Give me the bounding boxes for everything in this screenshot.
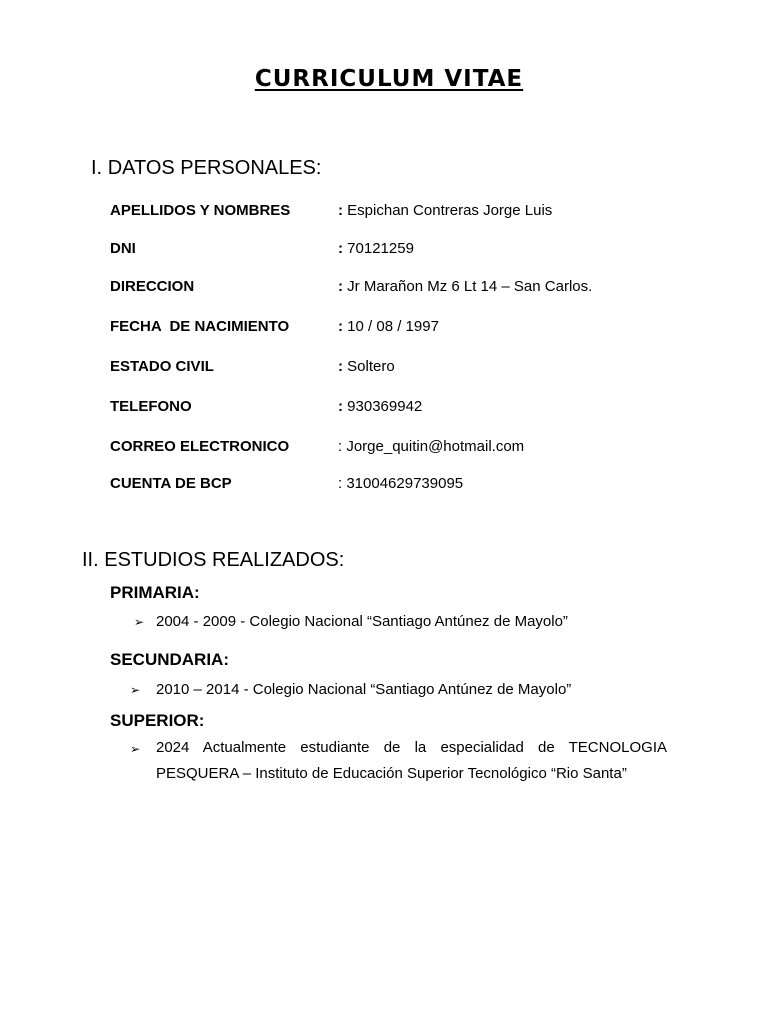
bullet-arrow-icon: ➢ bbox=[134, 615, 145, 629]
subheading-primaria: PRIMARIA: bbox=[110, 583, 200, 602]
field-value bbox=[338, 438, 524, 455]
field-colon: : bbox=[338, 438, 343, 455]
field-value bbox=[338, 398, 422, 415]
field-text: 930369942 bbox=[347, 398, 423, 415]
subheading-secundaria: SECUNDARIA: bbox=[110, 650, 229, 669]
field-text: Jr Marañon Mz 6 Lt 14 – San Carlos. bbox=[347, 278, 593, 295]
field-label: DIRECCION bbox=[110, 278, 195, 295]
field-text: Jorge_quitin@hotmail.com bbox=[346, 438, 525, 455]
section-title: ESTUDIOS REALIZADOS: bbox=[104, 549, 345, 571]
section-heading-datos-personales bbox=[91, 157, 321, 180]
field-label: DNI bbox=[110, 240, 136, 257]
field-value bbox=[338, 278, 592, 295]
section-title: DATOS PERSONALES: bbox=[107, 157, 322, 179]
field-colon: : bbox=[338, 475, 343, 492]
field-value bbox=[338, 318, 439, 335]
field-colon: : bbox=[338, 398, 343, 415]
field-label: FECHA DE NACIMIENTO bbox=[110, 318, 290, 335]
field-value bbox=[338, 240, 414, 257]
field-label: APELLIDOS Y NOMBRES bbox=[110, 202, 291, 219]
field-colon: : bbox=[338, 318, 343, 335]
field-text: 31004629739095 bbox=[346, 475, 464, 492]
field-text: Espichan Contreras Jorge Luis bbox=[347, 202, 553, 219]
field-colon: : bbox=[338, 278, 343, 295]
field-label: TELEFONO bbox=[110, 398, 192, 415]
field-text: Soltero bbox=[347, 358, 395, 375]
list-item-text: 2010 – 2014 - Colegio Nacional “Santiago Antúnez de Mayolo” bbox=[156, 681, 572, 698]
field-value bbox=[338, 475, 463, 492]
subheading-superior: SUPERIOR: bbox=[110, 711, 205, 730]
bullet-arrow-icon: ➢ bbox=[130, 742, 141, 756]
field-colon: : bbox=[338, 240, 343, 257]
list-item-superior-text: 2024 Actualmente estudiante de la especialidad de TECNOLOGIA PESQUERA – Instituto de Educación Superior Tecnológico “Rio Santa” bbox=[156, 739, 667, 782]
field-colon: : bbox=[338, 358, 343, 375]
field-value bbox=[338, 202, 552, 219]
bullet-arrow-icon: ➢ bbox=[130, 683, 141, 697]
field-text: 10 / 08 / 1997 bbox=[347, 318, 439, 335]
section-number: II. bbox=[82, 549, 99, 571]
list-item-text: 2004 - 2009 - Colegio Nacional “Santiago Antúnez de Mayolo” bbox=[156, 613, 568, 630]
field-label: ESTADO CIVIL bbox=[110, 358, 214, 375]
document-title: CURRICULUM VITAE bbox=[254, 66, 524, 92]
field-value bbox=[338, 358, 395, 375]
field-text: 70121259 bbox=[347, 240, 414, 257]
section-number: I. bbox=[91, 157, 103, 179]
field-colon: : bbox=[338, 202, 343, 219]
field-label: CUENTA DE BCP bbox=[110, 475, 232, 492]
section-heading-estudios bbox=[82, 549, 344, 572]
field-label: CORREO ELECTRONICO bbox=[110, 438, 290, 455]
